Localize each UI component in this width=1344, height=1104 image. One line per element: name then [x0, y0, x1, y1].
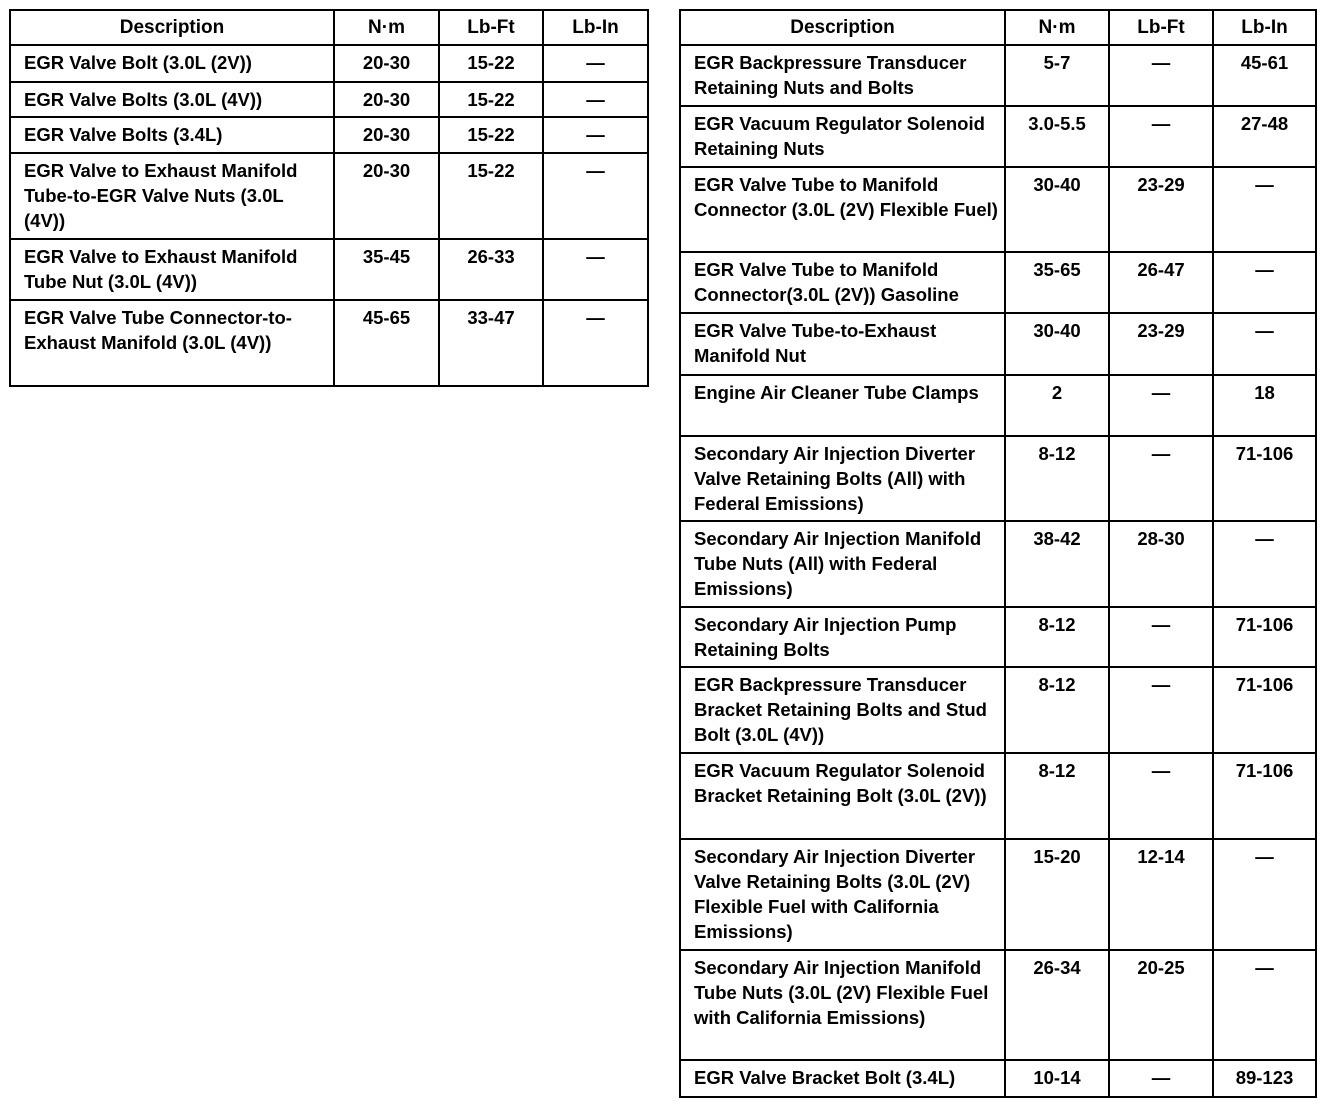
nm-cell: 45-65	[334, 300, 439, 386]
nm-cell: 20-30	[334, 45, 439, 82]
nm-cell: 30-40	[1005, 313, 1109, 375]
lbin-cell: —	[1213, 521, 1316, 607]
lbft-cell: —	[1109, 607, 1213, 667]
nm-cell: 30-40	[1005, 167, 1109, 252]
lbin-cell: —	[543, 300, 648, 386]
nm-cell: 8-12	[1005, 607, 1109, 667]
lbin-cell: 27-48	[1213, 106, 1316, 167]
table-row	[680, 667, 1316, 753]
table-row	[10, 153, 648, 239]
nm-cell: 35-45	[334, 239, 439, 300]
nm-cell: 35-65	[1005, 252, 1109, 313]
nm-cell: 20-30	[334, 117, 439, 153]
lbft-cell: 26-33	[439, 239, 543, 300]
description-cell: EGR Valve Bolts (3.0L (4V))	[10, 82, 334, 117]
lbft-cell: —	[1109, 436, 1213, 521]
description-cell: EGR Valve Tube Connector-to-Exhaust Manifold (3.0L (4V))	[10, 300, 334, 386]
table-row	[680, 950, 1316, 1060]
lbft-cell: 33-47	[439, 300, 543, 386]
nm-cell: 20-30	[334, 153, 439, 239]
lbft-cell: 23-29	[1109, 167, 1213, 252]
lbin-cell: —	[1213, 252, 1316, 313]
column-header-description: Description	[10, 10, 334, 45]
description-cell: EGR Valve Tube-to-Exhaust Manifold Nut	[680, 313, 1005, 375]
lbft-cell: 23-29	[1109, 313, 1213, 375]
lbin-cell: —	[1213, 839, 1316, 950]
nm-cell: 26-34	[1005, 950, 1109, 1060]
lbft-cell: 20-25	[1109, 950, 1213, 1060]
nm-cell: 3.0-5.5	[1005, 106, 1109, 167]
lbft-cell: —	[1109, 45, 1213, 106]
description-cell: Secondary Air Injection Diverter Valve Retaining Bolts (All) with Federal Emissions)	[680, 436, 1005, 521]
header-row	[680, 10, 1316, 45]
left-torque-table	[9, 9, 649, 387]
column-header-lbft: Lb-Ft	[1109, 10, 1213, 45]
table-row	[680, 521, 1316, 607]
table-row	[680, 1060, 1316, 1097]
nm-cell: 8-12	[1005, 753, 1109, 839]
table-row	[680, 436, 1316, 521]
lbft-cell: 12-14	[1109, 839, 1213, 950]
lbin-cell: 71-106	[1213, 607, 1316, 667]
nm-cell: 8-12	[1005, 436, 1109, 521]
nm-cell: 10-14	[1005, 1060, 1109, 1097]
description-cell: EGR Backpressure Transducer Retaining Nuts and Bolts	[680, 45, 1005, 106]
description-cell: Secondary Air Injection Diverter Valve Retaining Bolts (3.0L (2V) Flexible Fuel with California Emissions)	[680, 839, 1005, 950]
table-row	[680, 45, 1316, 106]
description-cell: EGR Backpressure Transducer Bracket Retaining Bolts and Stud Bolt (3.0L (4V))	[680, 667, 1005, 753]
lbin-cell: 18	[1213, 375, 1316, 436]
lbft-cell: —	[1109, 1060, 1213, 1097]
nm-cell: 20-30	[334, 82, 439, 117]
column-header-description: Description	[680, 10, 1005, 45]
nm-cell: 2	[1005, 375, 1109, 436]
table-row	[680, 607, 1316, 667]
lbft-cell: 15-22	[439, 117, 543, 153]
description-cell: EGR Valve Bolts (3.4L)	[10, 117, 334, 153]
column-header-lbin: Lb-In	[1213, 10, 1316, 45]
lbin-cell: —	[543, 153, 648, 239]
column-header-lbin: Lb-In	[543, 10, 648, 45]
lbft-cell: —	[1109, 106, 1213, 167]
table-row	[10, 45, 648, 82]
table-row	[10, 82, 648, 117]
description-cell: Secondary Air Injection Pump Retaining Bolts	[680, 607, 1005, 667]
table-row	[680, 252, 1316, 313]
nm-cell: 5-7	[1005, 45, 1109, 106]
right-torque-table	[679, 9, 1317, 1098]
column-header-lbft: Lb-Ft	[439, 10, 543, 45]
nm-cell: 38-42	[1005, 521, 1109, 607]
lbft-cell: 15-22	[439, 82, 543, 117]
table-row	[680, 313, 1316, 375]
table-row	[680, 753, 1316, 839]
table-row	[10, 300, 648, 386]
description-cell: EGR Valve Bracket Bolt (3.4L)	[680, 1060, 1005, 1097]
lbin-cell: —	[543, 82, 648, 117]
table-row	[680, 375, 1316, 436]
table-row	[680, 839, 1316, 950]
lbft-cell: 28-30	[1109, 521, 1213, 607]
description-cell: Secondary Air Injection Manifold Tube Nuts (All) with Federal Emissions)	[680, 521, 1005, 607]
description-cell: Engine Air Cleaner Tube Clamps	[680, 375, 1005, 436]
table-row	[680, 167, 1316, 252]
lbft-cell: 26-47	[1109, 252, 1213, 313]
description-cell: EGR Valve Tube to Manifold Connector(3.0L (2V)) Gasoline	[680, 252, 1005, 313]
column-header-nm: N·m	[1005, 10, 1109, 45]
description-cell: EGR Vacuum Regulator Solenoid Retaining Nuts	[680, 106, 1005, 167]
lbin-cell: 71-106	[1213, 436, 1316, 521]
description-cell: EGR Valve Bolt (3.0L (2V))	[10, 45, 334, 82]
description-cell: EGR Vacuum Regulator Solenoid Bracket Retaining Bolt (3.0L (2V))	[680, 753, 1005, 839]
header-row	[10, 10, 648, 45]
lbft-cell: —	[1109, 667, 1213, 753]
column-header-nm: N·m	[334, 10, 439, 45]
lbft-cell: 15-22	[439, 45, 543, 82]
description-cell: EGR Valve to Exhaust Manifold Tube Nut (3.0L (4V))	[10, 239, 334, 300]
nm-cell: 15-20	[1005, 839, 1109, 950]
description-cell: Secondary Air Injection Manifold Tube Nuts (3.0L (2V) Flexible Fuel with California Emissions)	[680, 950, 1005, 1060]
table-row	[680, 106, 1316, 167]
table-row	[10, 117, 648, 153]
lbin-cell: —	[543, 45, 648, 82]
lbin-cell: 89-123	[1213, 1060, 1316, 1097]
lbft-cell: —	[1109, 375, 1213, 436]
lbin-cell: —	[1213, 313, 1316, 375]
lbin-cell: 71-106	[1213, 667, 1316, 753]
lbin-cell: —	[1213, 950, 1316, 1060]
description-cell: EGR Valve Tube to Manifold Connector (3.0L (2V) Flexible Fuel)	[680, 167, 1005, 252]
lbin-cell: —	[543, 117, 648, 153]
nm-cell: 8-12	[1005, 667, 1109, 753]
lbin-cell: 71-106	[1213, 753, 1316, 839]
table-row	[10, 239, 648, 300]
lbft-cell: 15-22	[439, 153, 543, 239]
lbin-cell: 45-61	[1213, 45, 1316, 106]
lbin-cell: —	[1213, 167, 1316, 252]
lbft-cell: —	[1109, 753, 1213, 839]
description-cell: EGR Valve to Exhaust Manifold Tube-to-EGR Valve Nuts (3.0L (4V))	[10, 153, 334, 239]
lbin-cell: —	[543, 239, 648, 300]
